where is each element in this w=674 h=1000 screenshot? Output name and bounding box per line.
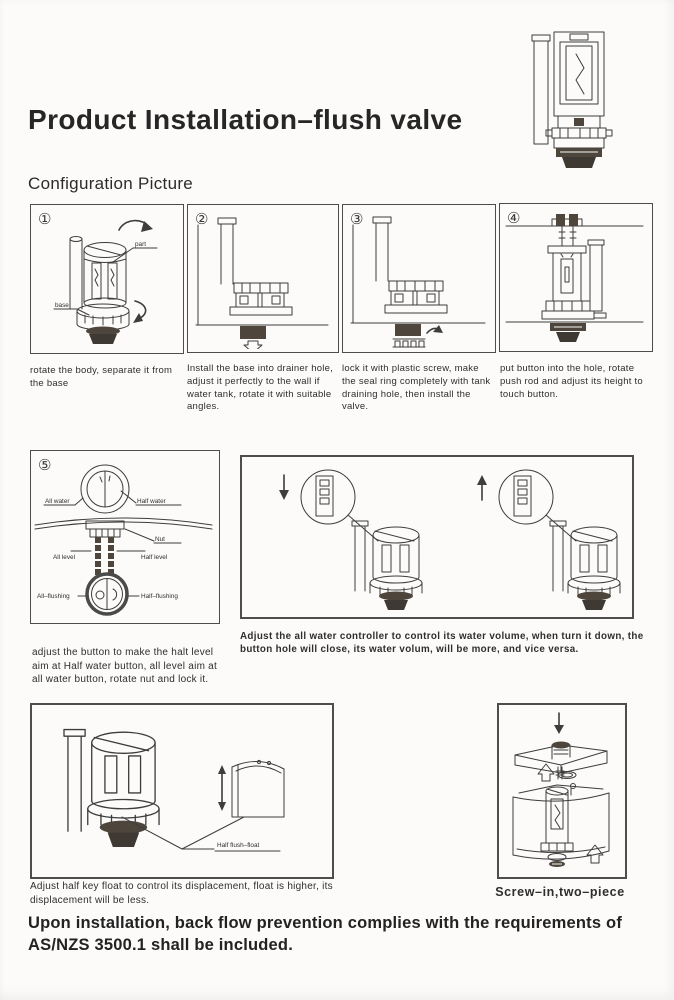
down-arrow-icon bbox=[554, 713, 564, 734]
all-level-label: All level bbox=[53, 554, 76, 561]
step3-drawing bbox=[343, 205, 492, 349]
water-volume-caption: Adjust the all water controller to control its water volume, when turn it down, the button hole will close, its water volum, will be more, and vice versa. bbox=[240, 631, 644, 656]
float-caption: Adjust half key float to control its displacement, float is higher, its displacement will be less. bbox=[30, 881, 333, 906]
tank-drawing bbox=[513, 785, 609, 859]
flush-valve-front-icon bbox=[528, 26, 620, 174]
half-water-label: Half water bbox=[137, 498, 166, 505]
step5-number: ⑤ bbox=[38, 457, 52, 474]
half-flushing-label: Half–flushing bbox=[141, 593, 178, 600]
step3-panel bbox=[342, 204, 496, 353]
step2-caption: Install the base into drainer hole, adjust it perfectly to the wall if water tank, rotate it with suitable angles. bbox=[187, 363, 334, 413]
lid-slab-drawing bbox=[515, 745, 607, 773]
step4-drawing bbox=[500, 204, 649, 348]
product-overview-drawing bbox=[528, 26, 620, 174]
up-arrow-icon bbox=[477, 475, 487, 500]
button-underside-drawing bbox=[87, 574, 127, 614]
up-arrow-outline-icon bbox=[538, 764, 554, 781]
half-level-label: Half level bbox=[141, 554, 168, 561]
insert-down-arrow-icon bbox=[244, 341, 262, 349]
step5-drawing bbox=[31, 451, 216, 620]
step3-caption: lock it with plastic screw, make the seal ring completely with tank draining hole, then install the valve. bbox=[342, 363, 491, 413]
half-flush-float-panel bbox=[30, 703, 334, 879]
down-arrow-icon bbox=[279, 475, 289, 500]
screw-in-panel bbox=[497, 703, 627, 879]
half-flush-float-label: Half flush–float bbox=[217, 842, 260, 849]
step5-caption: adjust the button to make the halt level aim at Half water button, all level aim at all water button, rotate nut and lock it. bbox=[32, 647, 218, 685]
lock-nut-drawing bbox=[393, 339, 425, 347]
step2-number: ② bbox=[195, 211, 209, 228]
step3-number: ③ bbox=[350, 211, 364, 228]
page-title: Product Installation–flush valve bbox=[28, 104, 463, 135]
step1-number: ① bbox=[38, 211, 52, 228]
float-piece-drawing bbox=[232, 760, 284, 817]
step4-panel bbox=[499, 203, 653, 352]
rotate-arrow-bottom-icon bbox=[133, 301, 146, 323]
step5-panel bbox=[30, 450, 220, 624]
step1-drawing bbox=[31, 205, 180, 350]
nut-label: Nut bbox=[155, 536, 165, 543]
step2-panel bbox=[187, 204, 339, 353]
step4-caption: put button into the hole, rotate push rod and adjust its height to touch button. bbox=[500, 363, 643, 400]
base-label: base bbox=[55, 302, 69, 309]
step2-drawing bbox=[188, 205, 335, 349]
step1-panel bbox=[30, 204, 184, 354]
screw-in-caption: Screw–in,two–piece bbox=[495, 885, 625, 899]
adjuster-down-group bbox=[279, 470, 422, 610]
push-rods-drawing bbox=[95, 537, 114, 575]
compliance-note: Upon installation, back flow prevention complies with the requirements of AS/NZS 3500.1 shall be included. bbox=[28, 914, 623, 955]
screw-in-drawing bbox=[499, 705, 621, 873]
water-volume-adjust-panel bbox=[240, 455, 634, 619]
part-label: part bbox=[135, 241, 147, 248]
float-drawing bbox=[32, 705, 328, 873]
screw-rotate-arrow-icon bbox=[427, 325, 443, 333]
step1-caption: rotate the body, separate it from the base bbox=[30, 365, 173, 389]
adjuster-drawing bbox=[242, 457, 628, 613]
all-flushing-label: All–flushing bbox=[37, 593, 70, 600]
step4-number: ④ bbox=[507, 210, 521, 227]
inner-valve-drawing bbox=[541, 784, 576, 852]
rotate-arrow-top-icon bbox=[119, 221, 153, 232]
up-down-arrow-icon bbox=[218, 765, 226, 811]
adjuster-up-group bbox=[477, 470, 620, 610]
all-water-label: All water bbox=[45, 498, 70, 505]
section-heading: Configuration Picture bbox=[28, 174, 194, 193]
